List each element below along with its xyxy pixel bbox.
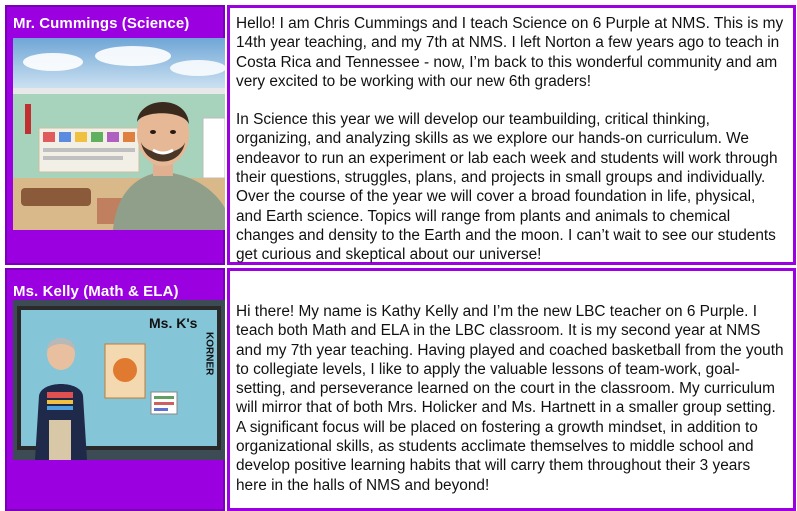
bio-paragraph: Hello! I am Chris Cummings and I teach Science on 6 Purple at NMS. This is my 14th year teaching, and my 7th at NMS. I left Norton a few years ago to teach in Costa Rica and Tennessee - now, I’m back to this wonderful community and am very excited to be working with our new 6th graders!: [236, 15, 784, 90]
teacher-photo: [13, 300, 225, 460]
bio-paragraph: Hi there! My name is Kathy Kelly and I’m the new LBC teacher on 6 Purple. I teach both Math and ELA in the LBC classroom. It is my second year at NMS and my 7th year teaching. Having played and coached basketball from the youth to collegiate levels, I like to apply the valuable lessons of team-work, goal-setting, and perseverance learned on the court in the classroom. My curriculum will mirror that of both Mrs. Holicker and Ms. Hartnett in a smaller group setting. A significant focus will be placed on fostering a growth mindset, in addition to organizational skills, as students acclimate themselves to middle school and develop positive learning habits that will carry them throughout their 3 years here in the halls of NMS and beyond!: [236, 303, 784, 494]
teacher-photo: [13, 38, 225, 230]
teacher-name: Mr. Cummings (Science): [13, 15, 190, 32]
board-side-label: KORNER: [203, 332, 215, 376]
teacher-name: Ms. Kelly (Math & ELA): [13, 283, 179, 300]
bio-paragraph: In Science this year we will develop our teambuilding, critical thinking, organizing, and analyzing skills as we explore our hands-on curriculum. We endeavor to run an experiment or lab each week and students will work through their questions, struggles, plans, and projects in small groups and individually. Over the course of the year we will cover a broad foundation in life, physical, and Earth science. Topics will range from plants and animals to chemical changes and density to the Earth and the moon. I can’t wait to see our students get curious and skeptical about our universe!: [236, 111, 778, 264]
classroom-photo-image: [13, 38, 225, 230]
teacher-sidebar: [5, 268, 225, 511]
board-title: Ms. K's: [149, 315, 198, 331]
teacher-bio: [227, 5, 796, 265]
teacher-intro-sheet: [5, 5, 796, 508]
teacher-row-cummings: [5, 5, 796, 265]
bulletin-board-photo-image: [13, 300, 225, 460]
teacher-row-kelly: [5, 268, 796, 511]
teacher-bio: [227, 268, 796, 511]
teacher-sidebar: [5, 5, 225, 265]
